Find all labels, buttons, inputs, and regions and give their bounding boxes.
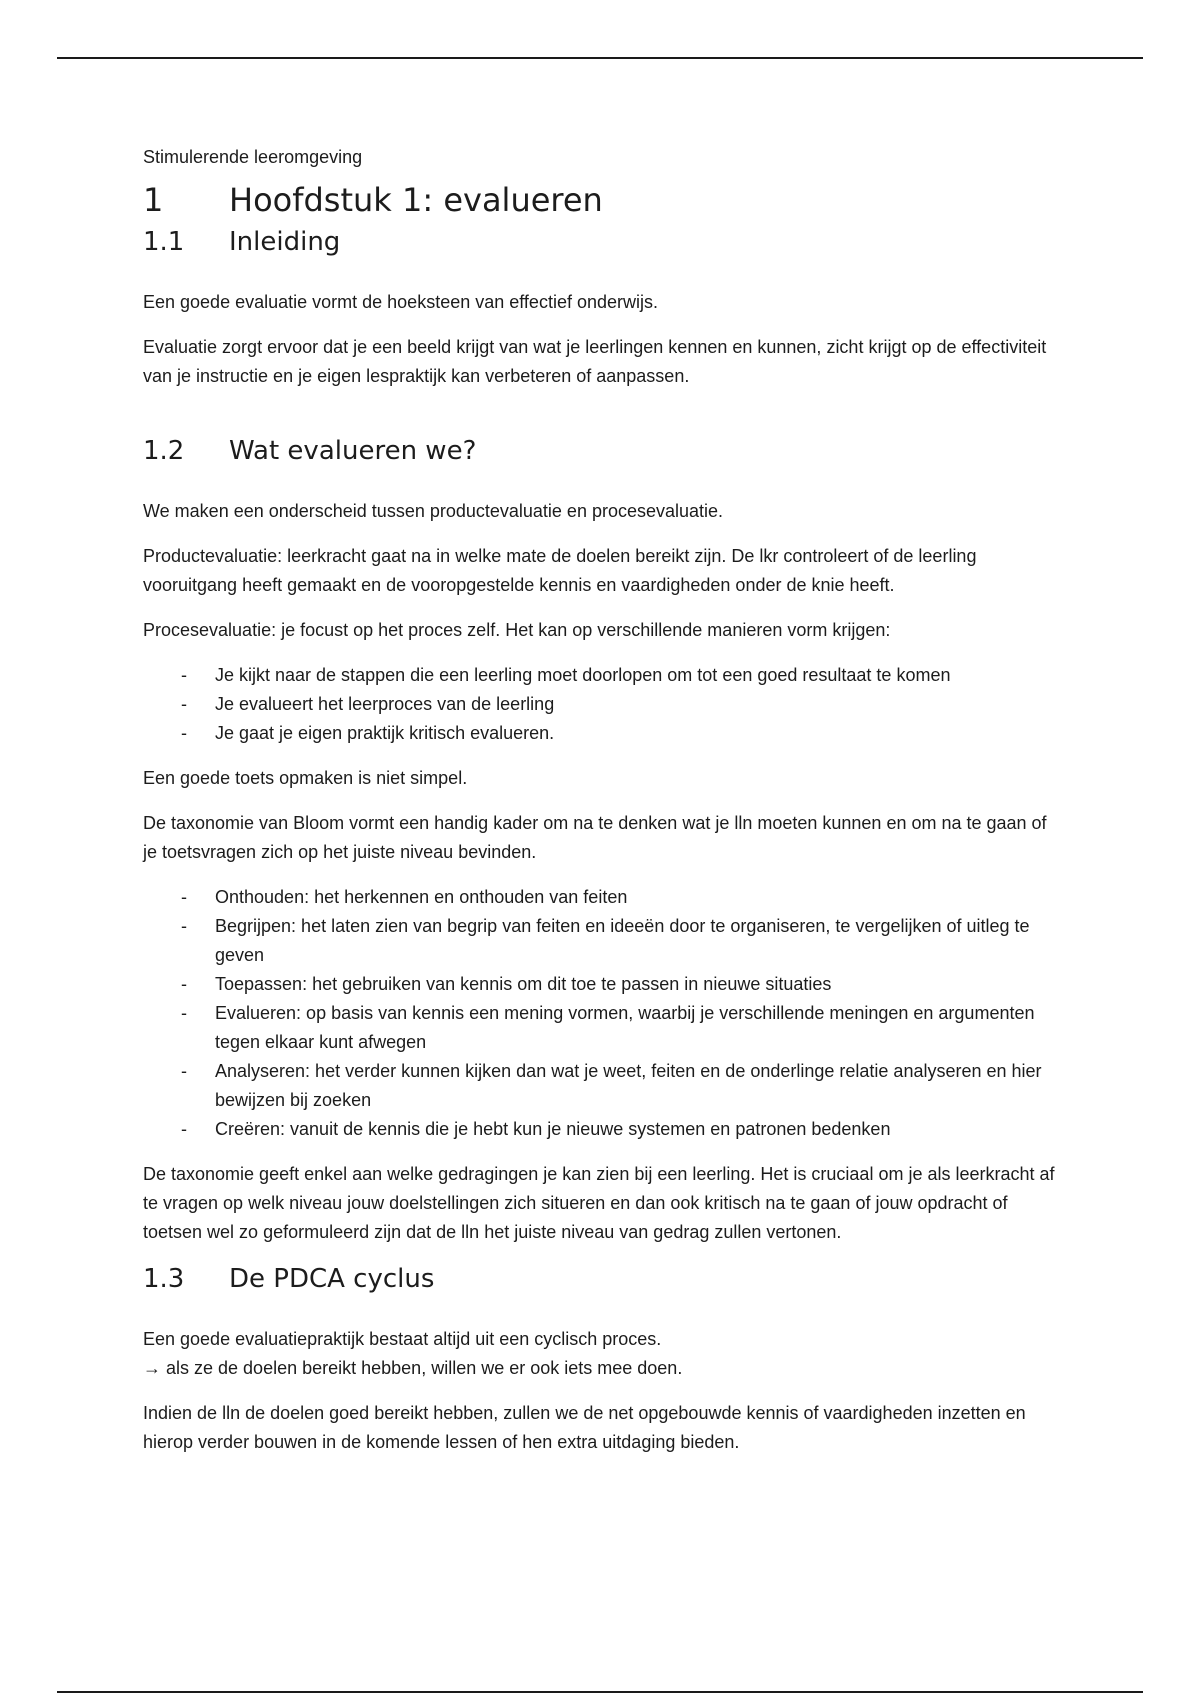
list-item: - Evalueren: op basis van kennis een mening vormen, waarbij je verschillende meningen en argumenten tegen elkaar kunt afwegen	[143, 999, 1063, 1057]
section-heading-1-2	[143, 431, 1063, 471]
paragraph	[143, 1325, 1063, 1383]
dash-bullet: -	[181, 723, 187, 743]
section-heading-1-3	[143, 1259, 1063, 1299]
paragraph: De taxonomie geeft enkel aan welke gedragingen je kan zien bij een leerling. Het is cruciaal om je als leerkracht af te vragen op welk niveau jouw doelstellingen zich situeren en dan ook kritisch na te gaan of jouw opdracht of toetsen wel zo geformuleerd zijn dat de lln het juiste niveau van gedrag zullen vertonen.	[143, 1164, 1055, 1242]
dash-bullet: -	[181, 694, 187, 714]
dash-bullet: -	[181, 1119, 187, 1139]
list-item: - Creëren: vanuit de kennis die je hebt kun je nieuwe systemen en patronen bedenken	[143, 1115, 1063, 1144]
paragraph: Een goede toets opmaken is niet simpel.	[143, 768, 468, 788]
section-title: Inleiding	[229, 227, 341, 257]
list-item: - Begrijpen: het laten zien van begrip van feiten en ideeën door te organiseren, te vergelijken of uitleg te geven	[143, 912, 1063, 970]
dash-bullet: -	[181, 916, 187, 936]
paragraph: De taxonomie van Bloom vormt een handig kader om na te denken wat je lln moeten kunnen en om na te gaan of je toetsvragen zich op het juiste niveau bevinden.	[143, 813, 1047, 862]
chapter-number: 1	[143, 181, 164, 219]
paragraph: Een goede evaluatie vormt de hoeksteen van effectief onderwijs.	[143, 292, 658, 312]
chapter-title: Hoofdstuk 1: evalueren	[229, 181, 603, 219]
paragraph: Procesevaluatie: je focust op het proces zelf. Het kan op verschillende manieren vorm krijgen:	[143, 620, 891, 640]
list-item: - Je gaat je eigen praktijk kritisch evalueren.	[143, 719, 1063, 748]
list-item: - Je evalueert het leerproces van de leerling	[143, 690, 1063, 719]
paragraph: Indien de lln de doelen goed bereikt hebben, zullen we de net opgebouwde kennis of vaardigheden inzetten en hierop verder bouwen in de komende lessen of hen extra uitdaging bieden.	[143, 1403, 1026, 1452]
process-evaluation-list	[143, 661, 1063, 748]
dash-bullet: -	[181, 1003, 187, 1023]
chapter-heading	[143, 178, 1063, 222]
section-heading-1-1	[143, 222, 1063, 262]
top-rule	[57, 57, 1143, 59]
paragraph-line: → als ze de doelen bereikt hebben, willen we er ook iets mee doen.	[143, 1358, 683, 1378]
bottom-rule	[57, 1691, 1143, 1693]
list-item: - Je kijkt naar de stappen die een leerling moet doorlopen om tot een goed resultaat te komen	[143, 661, 1063, 690]
running-header: Stimulerende leeromgeving	[143, 147, 363, 167]
section-number: 1.2	[143, 436, 185, 466]
paragraph: We maken een onderscheid tussen productevaluatie en procesevaluatie.	[143, 501, 724, 521]
bloom-taxonomy-list	[143, 883, 1063, 1144]
list-item: - Analyseren: het verder kunnen kijken dan wat je weet, feiten en de onderlinge relatie analyseren en hier bewijzen bij zoeken	[143, 1057, 1063, 1115]
section-number: 1.3	[143, 1264, 185, 1294]
paragraph: Evaluatie zorgt ervoor dat je een beeld krijgt van wat je leerlingen kennen en kunnen, zicht krijgt op de effectiviteit van je instructie en je eigen lespraktijk kan verbeteren of aanpassen.	[143, 337, 1047, 386]
dash-bullet: -	[181, 1061, 187, 1081]
dash-bullet: -	[181, 887, 187, 907]
section-title: De PDCA cyclus	[229, 1264, 435, 1294]
section-title: Wat evalueren we?	[229, 436, 477, 466]
section-number: 1.1	[143, 227, 185, 257]
paragraph-line: Een goede evaluatiepraktijk bestaat altijd uit een cyclisch proces.	[143, 1329, 662, 1349]
list-item: - Toepassen: het gebruiken van kennis om dit toe te passen in nieuwe situaties	[143, 970, 1063, 999]
document-body	[143, 142, 1063, 1473]
dash-bullet: -	[181, 974, 187, 994]
list-item: - Onthouden: het herkennen en onthouden van feiten	[143, 883, 1063, 912]
dash-bullet: -	[181, 665, 187, 685]
paragraph: Productevaluatie: leerkracht gaat na in welke mate de doelen bereikt zijn. De lkr controleert of de leerling vooruitgang heeft gemaakt en de vooropgestelde kennis en vaardigheden onder de knie heeft.	[143, 546, 977, 595]
